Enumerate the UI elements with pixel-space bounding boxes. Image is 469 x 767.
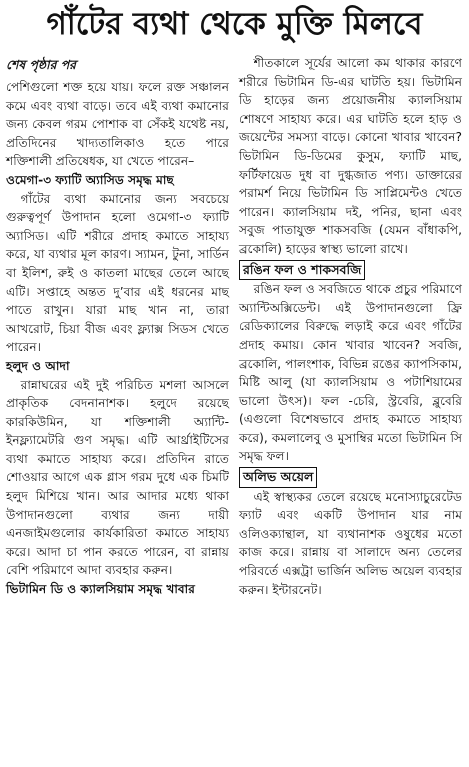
headline: গাঁটের ব্যথা থেকে মুক্তি মিলবে (46, 6, 423, 42)
colorful-produce-heading: রঙিন ফল ও শাকসবজি (239, 260, 365, 281)
right-column (239, 54, 462, 599)
left-column (6, 54, 229, 599)
vitamin-d-heading: ভিটামিন ডি ও ক্যালসিয়াম সমৃদ্ধ খাবার (6, 582, 195, 597)
olive-oil-paragraph: এই স্বাস্থ্যকর তেলে রয়েছে মনোস্যাচুরেটেড ফ্যাট এবং একটি উপাদান যার নাম ওলিওক্যান্থাল, যা ব্যথানাশক ওষুধের মতো কাজ করে। রান্নায় বা সালাদে অন্য তেলের পরিবর্তে এক্সট্রা ভার্জিন অলিভ অয়েল ব্যবহার করুন। ইন্টারনেট। (239, 489, 462, 597)
olive-oil-heading: অলিভ অয়েল (239, 467, 317, 488)
colorful-produce-paragraph: রঙিন ফল ও সবজিতে থাকে প্রচুর পরিমাণে অ্যান্টিঅক্সিডেন্ট। এই উপাদানগুলো ফ্রি রেডিক্যালের বিরুদ্ধে লড়াই করে এবং গাঁটের প্রদাহ কমায়। কোন খাবার খাবেন? সবজি, ব্রকোলি, পালংশাক, বিভিন্ন রঙের ক্যাপসিকাম, মিষ্টি আলু (যা ক্যালসিয়াম ও পটাশিয়ামের ভালো উৎস)। ফল -চেরি, স্ট্রবেরি, ব্লুবেরি (এগুলো বিশেষভাবে প্রদাহ কমাতে সাহায্য করে), কমলালেবু ও মুসাম্বির মতো ভিটামিন সি সমৃদ্ধ ফল। (239, 282, 462, 464)
vitamin-d-paragraph: শীতকালে সূর্যের আলো কম থাকার কারণে শরীরে ভিটামিন ডি-এর ঘাটতি হয়। ভিটামিন ডি হাড়ের জন্য প্রয়োজনীয় ক্যালসিয়াম শোষণে সাহায্য করে। এর ঘাটতি হলে হাড় ও জয়েন্টের সমস্যা বাড়ে। কোনো খাবার খাবেন? ভিটামিন ডি-ডিমের কুসুম, ফ্যাটি মাছ, ফর্টিফায়েড দুধ বা দুগ্ধজাত পণ্য। ডাক্তারের পরামর্শ নিয়ে ভিটামিন ডি সাপ্লিমেন্টও খেতে পারেন। ক্যালসিয়াম দই, পনির, ছানা এবং সবুজ পাতাযুক্ত শাকসবজি (যেমন বাঁধাকপি, ব্রকোলি) হাড়ের স্বাস্থ্য ভালো রাখে। (239, 56, 462, 256)
omega-paragraph: গাঁটের ব্যথা কমানোর জন্য সবচেয়ে গুরুত্বপূর্ণ উপাদান হলো ওমেগা-৩ ফ্যাটি অ্যাসিড। এটি শরীরে প্রদাহ কমাতে সাহায্য করে, যা ব্যথার মূল কারণ। স্যামন, টুনা, সার্ডিন বা ইলিশ, রুই ও কাতলা মাছের তেলে আছে এটি। সপ্তাহে অন্তত দু’বার এই ধরনের মাছ পাতে রাখুন। যারা মাছ খান না, তারা আখরোট, চিয়া বীজ এবং ফ্ল্যাক্স সিডস খেতে পারেন। (6, 191, 229, 355)
article-columns (6, 54, 463, 599)
omega-heading: ওমেগা-৩ ফ্যাটি অ্যাসিড সমৃদ্ধ মাছ (6, 172, 174, 187)
turmeric-heading: হলুদ ও আদা (6, 358, 70, 373)
continuation-label: শেষ পৃষ্ঠার পর (6, 57, 76, 72)
intro-paragraph: পেশিগুলো শক্ত হয়ে যায়। ফলে রক্ত সঞ্চালন কমে এবং ব্যথা বাড়ে। তবে এই ব্যথা কমানোর জন্য কেবল গরম পোশাক বা সেঁকই যথেষ্ট নয়, প্রতিদিনের খাদ্যতালিকাও হতে পারে শক্তিশালী প্রতিষেধক, যা খেতে পারেন– (6, 80, 229, 169)
turmeric-paragraph: রান্নাঘরের এই দুই পরিচিত মশলা আসলে প্রাকৃতিক বেদনানাশক। হলুদে রয়েছে কারকিউমিন, যা শক্তিশালী অ্যান্টি-ইনফ্ল্যামেটরি গুণ সমৃদ্ধ। এটি আর্থ্রাইটিসের ব্যথা কমাতে সাহায্য করে। প্রতিদিন রাতে শোওয়ার আগে এক গ্লাস গরম দুধে এক চিমটি হলুদ মিশিয়ে খান। আর আদার মধ্যে থাকা উপাদানগুলো ব্যথার জন্য দায়ী এনজাইমগুলোর কার্যকারিতা কমাতে সাহায্য করে। আদা চা পান করতে পারেন, বা রান্নায় বেশি পরিমাণে আদা ব্যবহার করুন। (6, 377, 229, 578)
